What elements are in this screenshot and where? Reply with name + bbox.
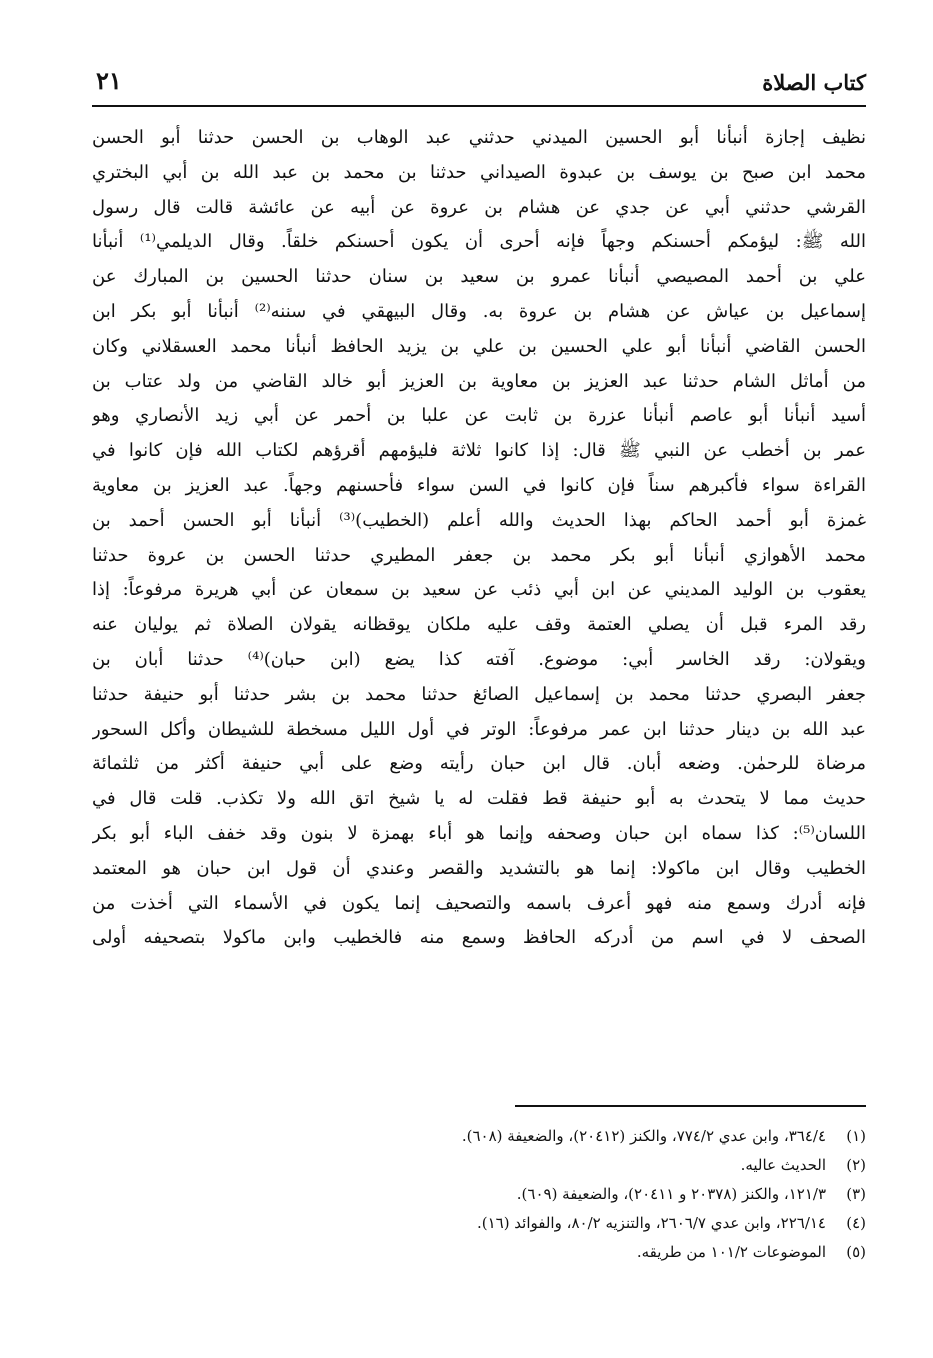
footnote-text: ١٢١/٣، والكنز (٢٠٣٧٨ و ٢٠٤١١)، والضعيفة (٦٠٩). — [516, 1185, 826, 1203]
text-line: حديث مما لا يتحدث به أبو حنيفة قط فقلت له يا شيخ اتق الله ولا تكذب. قلت قال في — [92, 788, 866, 810]
footnote — [166, 1238, 866, 1267]
footnote — [166, 1122, 866, 1151]
footnote-text: الحديث عاليه. — [740, 1156, 826, 1174]
text-line: ويقولان: رقد الخاسر أبي: موضوع. آفته كذا يضع (ابن حبان)⁽⁴⁾ حدثنا أبان بن — [92, 648, 866, 670]
footnote-text: الموضوعات ١٠١/٢ من طريقه. — [636, 1243, 826, 1261]
text-line: محمد ابن صبح بن يوسف بن عبدوة الصيداني حدثنا بن محمد بن عبد الله بن أبي البختري — [92, 161, 866, 183]
text-line: القراءة سواء فأكبرهم سناً فإن كانوا في السن سواء فأحسنهم وجهاً. عبد العزيز بن معاوية — [92, 474, 866, 496]
text-line: اللسان⁽⁵⁾: كذا سماه ابن حبان وصحفه وإنما هو أباء بهمزة لا بنون وقد خفف الباء أبو بكر — [92, 822, 866, 844]
text-line: عمر بن أخطب عن النبي ﷺ قال: إذا كانوا ثلاثة فليؤمهم أقرؤهم لكتاب الله فإن كانوا في — [92, 440, 866, 462]
text-line: الحسن القاضي أنبأنا أبو علي الحسين بن علي بن يزيد الحافظ أنبأنا محمد العسقلاني وكان — [92, 335, 866, 357]
page-number: ٢١ — [96, 66, 122, 95]
footnote-number: (٥) — [846, 1243, 866, 1261]
text-line: علي بن أحمد المصيصي أنبأنا عمرو بن سعيد بن سنان حدثنا الحسين بن المبارك عن — [92, 266, 866, 288]
header-rule — [92, 105, 866, 107]
text-line: عبد الله بن دينار حدثنا ابن عمر مرفوعاً: الوتر في أول الليل مسخطة للشيطان وأكل السحور — [92, 718, 866, 740]
text-line: مرضاة للرحمٰن. وضعه أبان. قال ابن حبان رأيته وضع على أبي حنيفة أكثر من ثلثمائة — [92, 753, 866, 775]
footnote-number: (٣) — [846, 1185, 866, 1203]
footnote-rule — [515, 1105, 866, 1107]
footnote — [166, 1151, 866, 1180]
text-line: غمزة أبو أحمد الحاكم بهذا الحديث والله أعلم (الخطيب)⁽³⁾ أنبأنا أبو الحسن أحمد بن — [92, 509, 866, 531]
footnote — [166, 1180, 866, 1209]
text-line: يعقوب بن الوليد المديني عن ابن أبي ذئب عن سعيد بن سمعان عن أبي هريرة مرفوعاً: إذا — [92, 579, 866, 601]
text-line: الخطيب وقال ابن ماكولا: إنما هو بالتشديد والقصر وعندي أن قول ابن حبان هو المعتمد — [92, 857, 866, 879]
running-header — [92, 62, 866, 106]
text-line: إسماعيل بن عياش عن هشام بن عروة به. وقال البيهقي في سننه⁽²⁾ أنبأنا أبو بكر ابن — [92, 300, 866, 322]
text-line: فإنه أدرك وسمع منه فهو أعرف باسمه والتصحيف إنما يكون في الأسماء التي أخذت من — [92, 892, 866, 914]
footnote-number: (٢) — [846, 1156, 866, 1174]
text-line: الله ﷺ: ليؤمكم أحسنكم وجهاً فإنه أحرى أن يكون أحسنكم خلقاً. وقال الديلمي⁽¹⁾ أنبأنا — [92, 231, 866, 253]
footnote-number: (٤) — [846, 1214, 866, 1232]
text-line: جعفر البصري حدثنا محمد بن إسماعيل الصائغ حدثنا محمد بن بشر حدثنا أبو حنيفة حدثنا — [92, 683, 866, 705]
text-line: الصحف لا في اسم من أدركه الحافظ وسمع منه فالخطيب وابن ماكولا بتصحيفه أولى — [92, 927, 866, 949]
text-line: محمد الأهوازي أنبأنا أبو بكر محمد بن جعفر المطيري حدثنا الحسن بن عروة حدثنا — [92, 544, 866, 566]
book-title: كتاب الصلاة — [762, 70, 866, 95]
text-line: نظيف إجازة أنبأنا أبو الحسين الميدني حدثني عبد الوهاب بن الحسن حدثنا أبو الحسن — [92, 127, 866, 148]
text-line: رقد المرء قبل أن يصلي العتمة وقف عليه ملكان يوقظانه يقولان الصلاة ثم يوليان عنه — [92, 614, 866, 636]
footnote-text: ٣٦٤/٤، وابن عدي ٧٧٤/٢، والكنز (٢٠٤١٢)، والضعيفة (٦٠٨). — [461, 1127, 826, 1145]
footnotes — [166, 1122, 866, 1267]
text-line: من أماثل الشام حدثنا عبد العزيز بن معاوية بن العزيز أبو خالد القاضي من ولد عتاب بن — [92, 370, 866, 392]
text-line: القرشي حدثني أبي عن جدي عن هشام بن عروة عن أبيه عن عائشة قالت قال رسول — [92, 196, 866, 218]
body-text — [92, 121, 866, 956]
text-line: أسيد أنبأنا أبو عاصم أنبأنا عزرة بن ثابت عن علبا بن أحمر عن أبي زيد الأنصاري وهو — [92, 405, 866, 427]
footnote-number: (١) — [846, 1127, 866, 1145]
footnote — [166, 1209, 866, 1238]
footnote-text: ٢٢٦/١٤، وابن عدي ٢٦٠٦/٧، والتنزيه ٨٠/٢، والفوائد (١٦). — [476, 1214, 826, 1232]
